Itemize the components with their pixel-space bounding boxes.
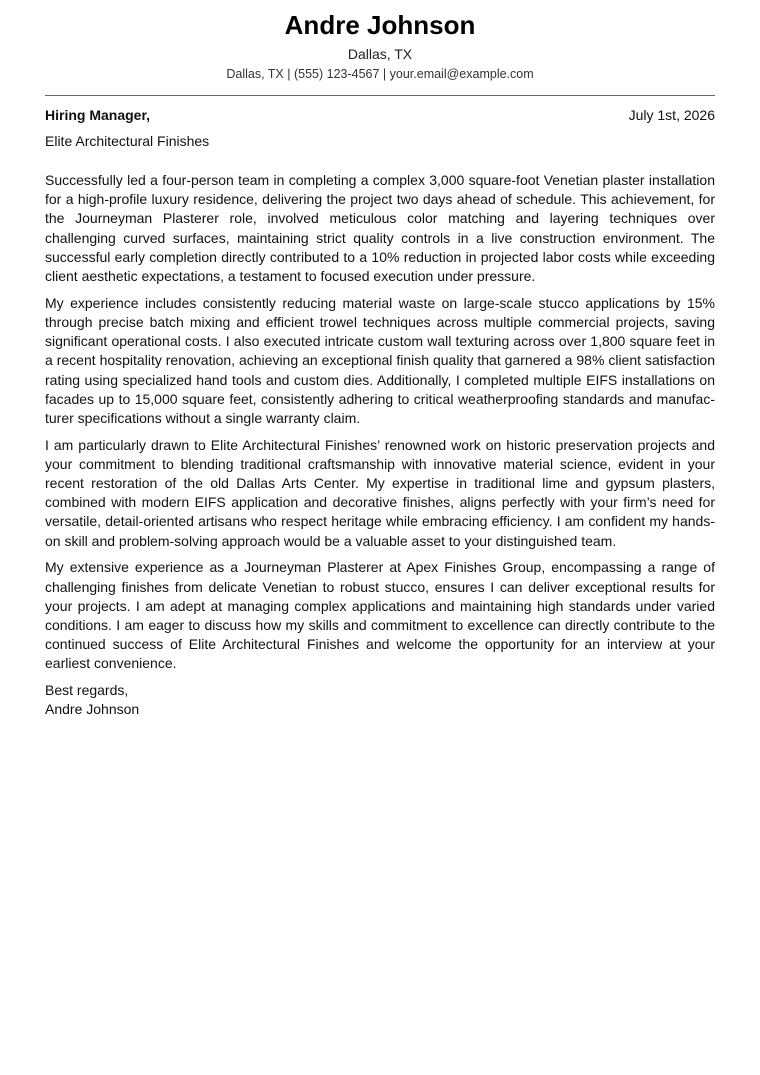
- applicant-name: Andre Johnson: [284, 10, 476, 40]
- applicant-contact-line: Dallas, TX | (555) 123-4567 | your.email@example.com: [226, 67, 534, 81]
- body-paragraph-2: My experience includes consistently reducing material waste on large-scale stucco applications by 15% through precise batch mixing and efficient trowel techniques across multiple commercial projects, saving significant operational costs. I also executed intricate custom wall texturing across over 1,800 square feet in a recent hospitality renovation, achieving an exceptional finish quality that garnered a 98% client satisfaction rating using specialized hand tools and custom dies. Additionally, I completed multiple EIFS installations on facades up to 15,000 square feet, consistently adhering to critical weatherproofing standards and manufacturer specifications without a single warranty claim.: [45, 294, 715, 426]
- applicant-location: Dallas, TX: [347, 46, 413, 62]
- recipient-greeting: Hiring Manager,: [45, 107, 151, 123]
- body-paragraph-1: Successfully led a four-person team in completing a complex 3,000 square-foot Venetian plaster installation for a high-profile luxury residence, delivering the project two days ahead of schedule. This achievement, for the Journeyman Plasterer role, involved meticulous color matching and layering techniques over challenging curved surfaces, maintaining strict quality controls in a live construction environment. The successful early completion directly contributed to a 10% reduction in projected labor costs while exceeding client aesthetic expectations, a testament to focused execution under pressure.: [45, 172, 715, 285]
- letter-date: July 1st, 2026: [628, 107, 715, 123]
- closing-signature: Andre Johnson: [45, 701, 140, 718]
- header-divider: [45, 95, 715, 96]
- closing-salutation: Best regards,: [45, 682, 129, 699]
- body-paragraph-3: I am particularly drawn to Elite Architectural Finishes’ renowned work on historic preservation projects and your commitment to blending traditional craftsmanship with innovative material science, evident in your recent restoration of the old Dallas Arts Center. My expertise in traditional lime and gypsum plasters, combined with modern EIFS application and decorative finishes, aligns perfectly with your firm’s need for versatile, detail-oriented artisans who respect heritage while embracing efficiency. I am confident my hands-on skill and problem-solving approach would be a valuable asset to your distinguished team.: [45, 436, 715, 549]
- letter-header: [45, 0, 715, 83]
- recipient-company: Elite Architectural Finishes: [45, 133, 210, 149]
- recipient-date-row: [45, 105, 715, 125]
- letter-closing: [45, 681, 715, 719]
- body-paragraph-4: My extensive experience as a Journeyman Plasterer at Apex Finishes Group, encompassing a range of challenging finishes from delicate Venetian to robust stucco, ensures I can deliver exceptional results for your projects. I am adept at managing complex applications and maintaining high standards under varied conditions. I am eager to discuss how my skills and commitment to excellence can directly contribute to the continued success of Elite Architectural Finishes and welcome the opportunity for an interview at your earliest convenience.: [45, 559, 715, 672]
- letter-body: [45, 171, 715, 674]
